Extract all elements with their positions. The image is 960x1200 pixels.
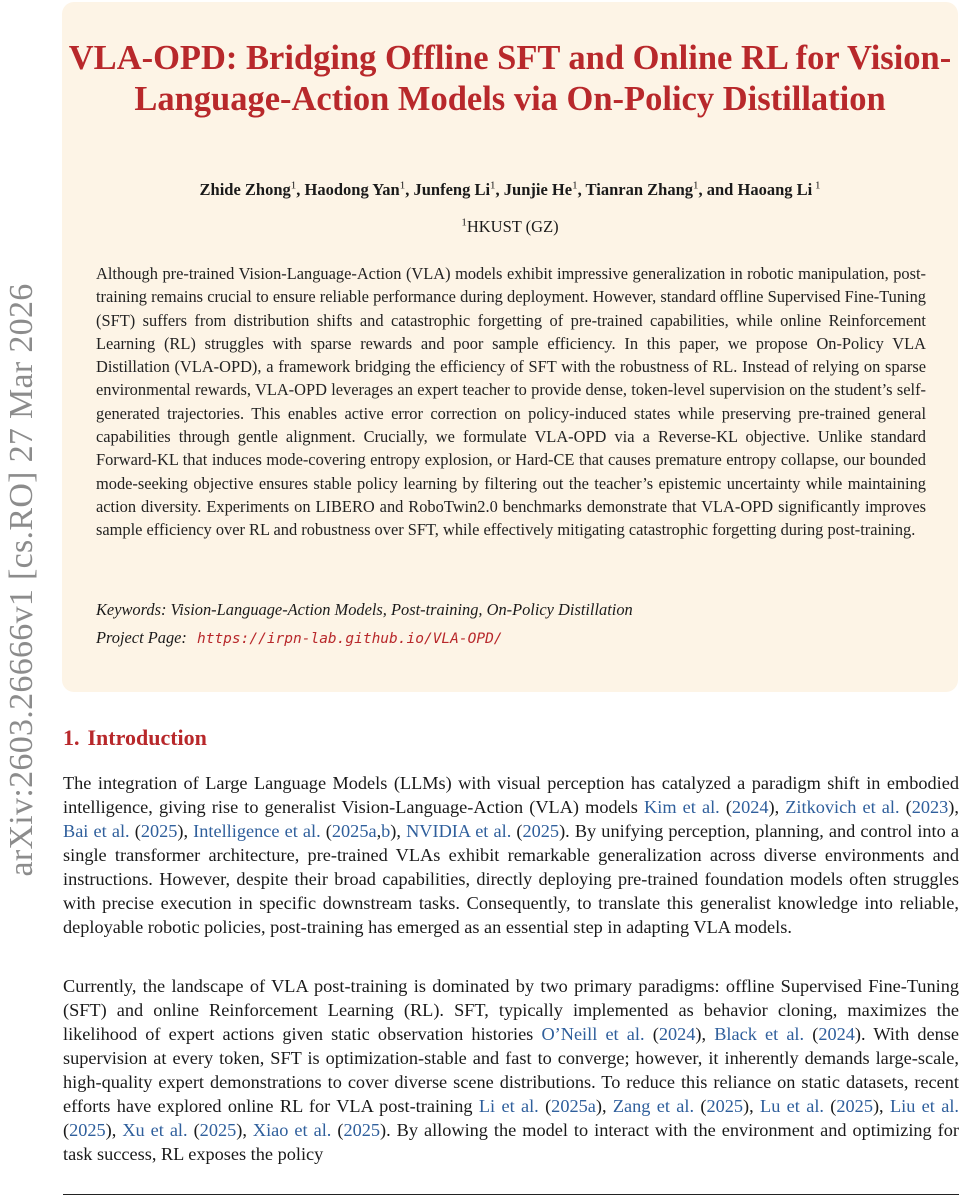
author-separator: , — [405, 180, 414, 199]
citation-link[interactable]: 2025 — [522, 821, 560, 841]
body-text: ( — [129, 821, 141, 841]
project-page-label: Project Page: — [96, 628, 187, 647]
author-affiliation-marker: 1 — [812, 179, 821, 192]
body-text: ), — [743, 1096, 761, 1116]
citation-link[interactable]: b — [381, 821, 391, 841]
author-name: Haoang Li — [737, 180, 813, 199]
body-text: ( — [331, 1120, 344, 1140]
citation-link[interactable]: Xu et al. — [122, 1120, 188, 1140]
citation-link[interactable]: Kim et al. — [644, 797, 720, 817]
project-page-link[interactable]: https://irpn-lab.github.io/VLA-OPD/ — [196, 631, 503, 647]
body-text: ( — [719, 797, 732, 817]
body-text: ( — [899, 797, 912, 817]
footnote-rule — [63, 1194, 959, 1195]
author-name: Junfeng Li — [413, 180, 491, 199]
arxiv-sidebar — [0, 0, 44, 1200]
section-number: 1. — [63, 725, 80, 750]
body-text: ( — [538, 1096, 552, 1116]
citation-link[interactable]: Liu et al. — [889, 1096, 959, 1116]
affiliation-marker: 1 — [461, 216, 467, 229]
author-affiliation-marker: 1 — [399, 179, 406, 192]
body-text: ), — [695, 1024, 715, 1044]
citation-link[interactable]: 2025a — [331, 821, 377, 841]
citation-link[interactable]: Li et al. — [478, 1096, 539, 1116]
citation-link[interactable]: NVIDIA et al. — [406, 821, 512, 841]
body-text: ( — [694, 1096, 707, 1116]
section-title: Introduction — [87, 725, 207, 750]
citation-link[interactable]: Lu et al. — [760, 1096, 824, 1116]
citation-link[interactable]: 2023 — [911, 797, 949, 817]
author-name: Tianran Zhang — [585, 180, 693, 199]
author-separator: , — [495, 180, 504, 199]
body-text: , — [376, 821, 382, 841]
citation-link[interactable]: Xiao et al. — [252, 1120, 332, 1140]
arxiv-identifier: arXiv:2603.26666v1 [cs.RO] 27 Mar 2026 — [3, 283, 40, 877]
author-affiliation-marker: 1 — [290, 179, 297, 192]
affiliation-name: HKUST (GZ) — [466, 217, 559, 236]
body-text: ), — [595, 1096, 613, 1116]
body-text: ). By unifying perception, planning, and control into a single transformer architecture, pre-trained VLAs exhibit remarkable generalization across diverse environments and instructions. However, despite their broad capabilities, directly deploying pre-trained foundation models often struggles with precise execution in specific downstream tasks. Consequently, to translate this generalist knowledge into reliable, deployable robotic policies, post-training has emerged as an essential step in adapting VLA models. — [63, 821, 959, 937]
body-text: ), — [177, 821, 194, 841]
citation-link[interactable]: 2025 — [836, 1096, 873, 1116]
citation-link[interactable]: 2024 — [658, 1024, 696, 1044]
intro-paragraph-2 — [63, 974, 959, 1166]
keywords: Keywords: Vision-Language-Action Models, Post-training, On-Policy Distillation — [96, 600, 633, 619]
body-text: ( — [823, 1096, 837, 1116]
author-affiliation-marker: 1 — [693, 179, 699, 192]
body-text: ), — [948, 797, 959, 817]
citation-link[interactable]: 2025 — [69, 1120, 106, 1140]
citation-link[interactable]: 2025 — [199, 1120, 237, 1140]
body-text: ), — [768, 797, 786, 817]
intro-paragraph-1 — [63, 771, 959, 939]
affiliation — [62, 217, 958, 237]
body-text: The integration of Large Language Models (LLMs) with visual perception has catalyzed a paradigm shift in embodied intelligence, giving rise to generalist Vision-Language-Action (VLA) models — [63, 773, 959, 817]
project-page — [96, 628, 926, 648]
author-separator: , — [577, 180, 586, 199]
author-list — [62, 180, 958, 200]
author-affiliation-marker: 1 — [572, 179, 578, 192]
citation-link[interactable]: Bai et al. — [63, 821, 130, 841]
body-text: ( — [63, 1120, 70, 1140]
citation-link[interactable]: 2025 — [706, 1096, 744, 1116]
body-text: ( — [804, 1024, 819, 1044]
body-text: ( — [644, 1024, 659, 1044]
body-text: ( — [320, 821, 332, 841]
body-text: ), — [236, 1120, 253, 1140]
paper-title: VLA-OPD: Bridging Offline SFT and Online RL for Vision-Language-Action Models via On-Policy Distillation — [68, 39, 952, 118]
author-separator: , — [296, 180, 305, 199]
body-text: ), — [105, 1120, 123, 1140]
section-heading — [63, 725, 207, 751]
author-separator: , and — [698, 180, 738, 199]
author-affiliation-marker: 1 — [490, 179, 496, 192]
citation-link[interactable]: 2025 — [140, 821, 178, 841]
author-name: Haodong Yan — [304, 180, 400, 199]
citation-link[interactable]: Zitkovich et al. — [785, 797, 900, 817]
citation-link[interactable]: Black et al. — [714, 1024, 805, 1044]
citation-link[interactable]: 2024 — [818, 1024, 855, 1044]
body-text: ). With dense supervision at every token, SFT is optimization-stable and fast to converge; however, it inherently demands large-scale, high-quality expert demonstrations to cover diverse scene distributions. To reduce this reliance on static datasets, recent efforts have explored online RL for VLA post-training — [63, 1024, 959, 1116]
author-name: Zhide Zhong — [199, 180, 291, 199]
body-text: ), — [390, 821, 407, 841]
body-text: Currently, the landscape of VLA post-training is dominated by two primary paradigms: offline Supervised Fine-Tuning (SFT) and online Reinforcement Learning (RL). SFT, typically implemented as behavior cloning, maximizes the likelihood of expert actions given static observation histories — [63, 976, 959, 1044]
citation-link[interactable]: O’Neill et al. — [541, 1024, 645, 1044]
body-text: ( — [511, 821, 523, 841]
citation-link[interactable]: 2024 — [731, 797, 769, 817]
citation-link[interactable]: 2025 — [343, 1120, 380, 1140]
abstract-text: Although pre-trained Vision-Language-Action (VLA) models exhibit impressive generalization in robotic manipulation, post-training remains crucial to ensure reliable performance during deployment. However, standard offline Supervised Fine-Tuning (SFT) suffers from distribution shifts and catastrophic forgetting of pre-trained capabilities, while online Reinforcement Learning (RL) struggles with sparse rewards and poor sample efficiency. In this paper, we propose On-Policy VLA Distillation (VLA-OPD), a framework bridging the efficiency of SFT with the robustness of RL. Instead of relying on sparse environmental rewards, VLA-OPD leverages an expert teacher to provide dense, token-level supervision on the student’s self-generated trajectories. This enables active error correction on policy-induced states while preserving pre-trained general capabilities through gentle alignment. Crucially, we formulate VLA-OPD via a Reverse-KL objective. Unlike standard Forward-KL that induces mode-covering entropy explosion, or Hard-CE that causes premature entropy collapse, our bounded mode-seeking objective ensures stable policy learning by filtering out the teacher’s epistemic uncertainty while maintaining action diversity. Experiments on LIBERO and RoboTwin2.0 benchmarks demonstrate that VLA-OPD significantly improves sample efficiency over RL and robustness over SFT, while effectively mitigating catastrophic forgetting during post-training. — [96, 264, 926, 540]
citation-link[interactable]: Intelligence et al. — [193, 821, 321, 841]
author-name: Junjie He — [503, 180, 573, 199]
body-text: ), — [872, 1096, 890, 1116]
body-text: ( — [187, 1120, 200, 1140]
citation-link[interactable]: Zang et al. — [612, 1096, 695, 1116]
body-text: ). By allowing the model to interact with the environment and optimizing for task success, RL exposes the policy — [63, 1120, 959, 1164]
citation-link[interactable]: 2025a — [551, 1096, 596, 1116]
